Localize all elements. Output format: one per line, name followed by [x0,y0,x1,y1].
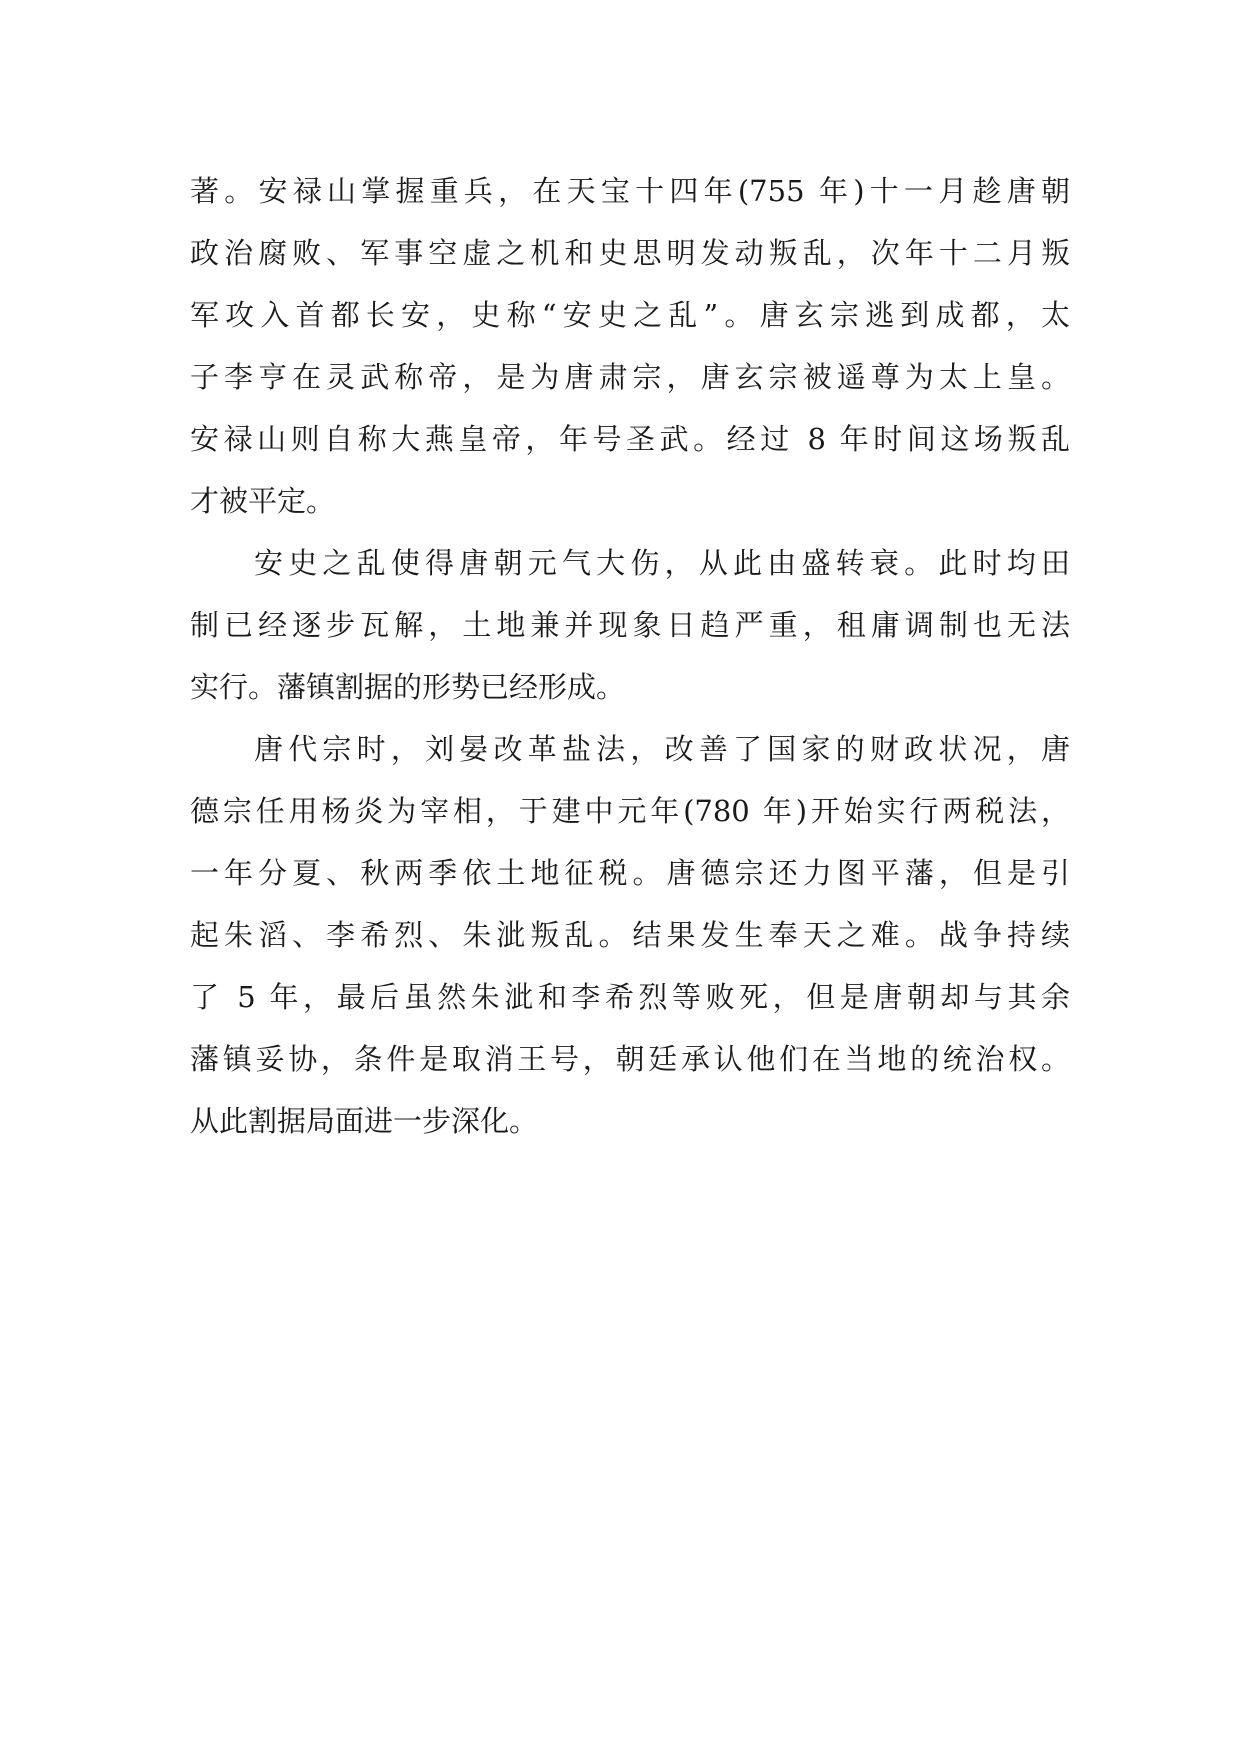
body-text [190,160,1070,1152]
text-line: 一年分夏、秋两季依土地征税。唐德宗还力图平藩，但是引 [190,856,1070,890]
text-line: 唐代宗时，刘晏改革盐法，改善了国家的财政状况，唐 [254,732,1070,766]
text-line: 藩镇妥协，条件是取消王号，朝廷承认他们在当地的统治权。 [190,1042,1070,1076]
text-line: 起朱滔、李希烈、朱泚叛乱。结果发生奉天之难。战争持续 [190,918,1070,952]
text-line: 政治腐败、军事空虚之机和史思明发动叛乱，次年十二月叛 [190,236,1070,270]
text-line: 从此割据局面进一步深化。 [190,1104,539,1138]
text-line: 实行。藩镇割据的形势已经形成。 [190,670,626,704]
text-line: 安禄山则自称大燕皇帝，年号圣武。经过 8 年时间这场叛乱 [190,422,1070,456]
paragraph-2 [190,532,1070,718]
paragraph-3 [190,718,1070,1152]
text-line: 制已经逐步瓦解，土地兼并现象日趋严重，租庸调制也无法 [190,608,1070,642]
text-line: 子李亨在灵武称帝，是为唐肃宗，唐玄宗被遥尊为太上皇。 [190,360,1070,394]
text-line: 才被平定。 [190,484,336,518]
text-line: 安史之乱使得唐朝元气大伤，从此由盛转衰。此时均田 [254,546,1070,580]
text-line: 德宗任用杨炎为宰相，于建中元年(780 年)开始实行两税法， [190,794,1070,828]
text-line: 著。安禄山掌握重兵，在天宝十四年(755 年)十一月趁唐朝 [190,174,1070,208]
paragraph-1 [190,160,1070,532]
text-line: 了 5 年，最后虽然朱泚和李希烈等败死，但是唐朝却与其余 [190,980,1070,1014]
text-line: 军攻入首都长安，史称“安史之乱”。唐玄宗逃到成都，太 [190,298,1070,332]
